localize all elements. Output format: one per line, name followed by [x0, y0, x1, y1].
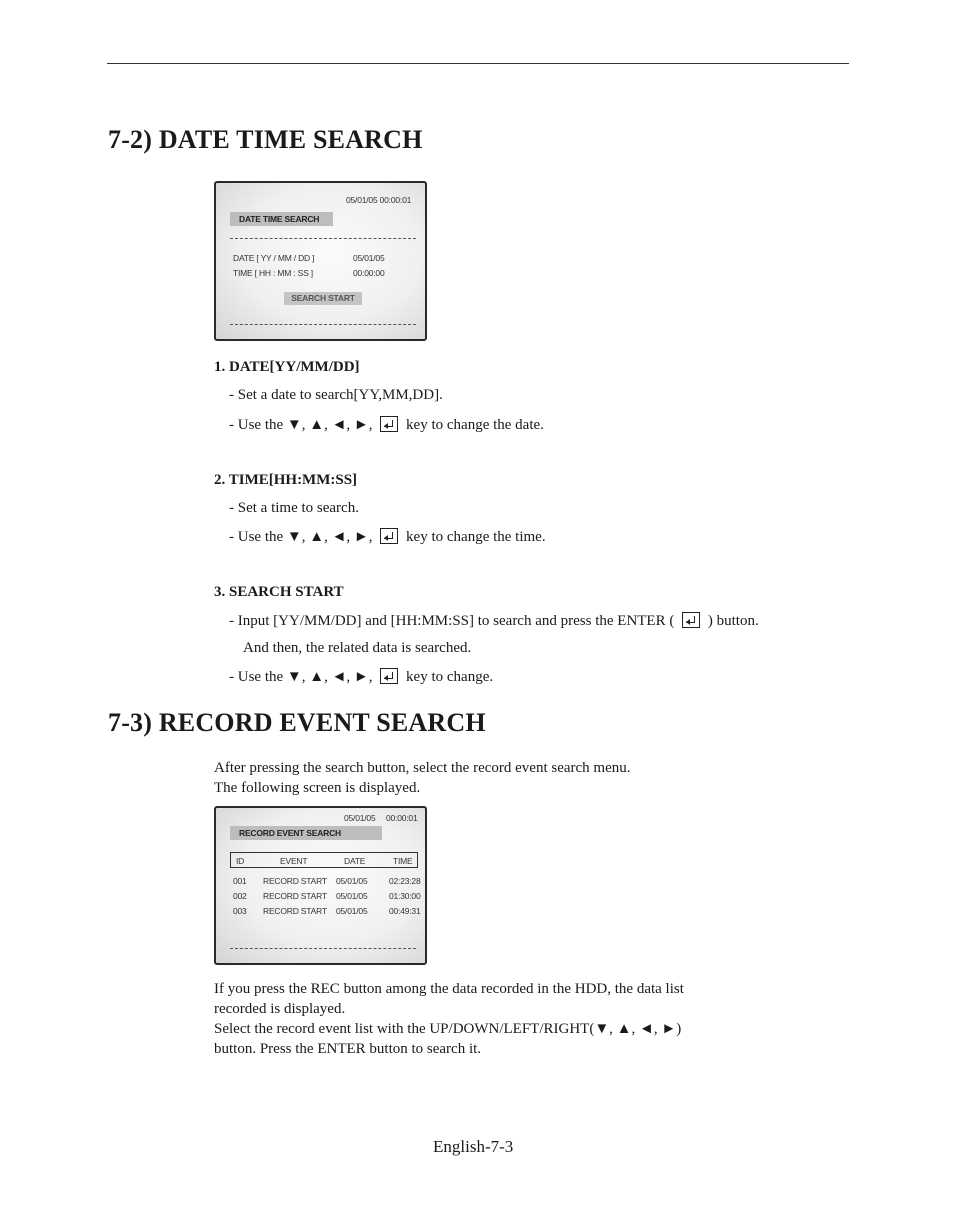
date-time-search-screen [214, 181, 427, 341]
section-heading-record-event-search: 7-3) RECORD EVENT SEARCH [108, 708, 486, 737]
enter-key-icon [682, 612, 700, 628]
cell-time: 00:49:31 [389, 906, 421, 916]
top-rule [107, 63, 849, 64]
cell-time: 01:30:00 [389, 891, 421, 901]
column-time: TIME [393, 856, 413, 866]
text: ) button. [704, 613, 759, 629]
search-start-button[interactable]: SEARCH START [284, 292, 362, 305]
intro-line1: After pressing the search button, select the record event search menu. [214, 760, 631, 776]
enter-key-icon [380, 668, 398, 684]
column-event: EVENT [280, 856, 308, 866]
text: - Input [YY/MM/DD] and [HH:MM:SS] to search and press the ENTER ( [229, 613, 679, 629]
cell-event: RECORD START [263, 906, 327, 916]
intro-line2: The following screen is displayed. [214, 780, 421, 796]
item-search-line1 [229, 612, 759, 630]
time-value[interactable]: 00:00:00 [353, 268, 385, 278]
item-date-line1: - Set a date to search[YY,MM,DD]. [229, 387, 443, 403]
enter-key-icon [380, 528, 398, 544]
item-search-line2: And then, the related data is searched. [243, 640, 472, 656]
item-date-heading: 1. DATE[YY/MM/DD] [214, 359, 360, 375]
cell-id: 001 [233, 876, 247, 886]
item-time-line1: - Set a time to search. [229, 500, 359, 516]
cell-date: 05/01/05 [336, 876, 368, 886]
outro-line3: Select the record event list with the UP/DOWN/LEFT/RIGHT(▼, ▲, ◄, ►) [214, 1021, 682, 1037]
text: key to change the time. [402, 529, 546, 545]
section-heading-date-time-search: 7-2) DATE TIME SEARCH [108, 125, 423, 154]
screen-title: RECORD EVENT SEARCH [230, 826, 382, 840]
date-value[interactable]: 05/01/05 [353, 253, 385, 263]
screen-title: DATE TIME SEARCH [230, 212, 333, 226]
item-time-heading: 2. TIME[HH:MM:SS] [214, 472, 358, 488]
item-search-line3 [229, 668, 493, 686]
text: key to change. [402, 669, 494, 685]
cell-event: RECORD START [263, 876, 327, 886]
page-number: English-7-3 [433, 1137, 514, 1156]
column-id: ID [236, 856, 245, 866]
enter-key-icon [380, 416, 398, 432]
time-label: TIME [ HH : MM : SS ] [233, 268, 313, 278]
text: - Use the ▼, ▲, ◄, ►, [229, 669, 377, 685]
cell-id: 002 [233, 891, 247, 901]
record-event-search-screen [214, 806, 427, 965]
screen-datetime: 05/01/05 00:00:01 [346, 195, 412, 205]
cell-event: RECORD START [263, 891, 327, 901]
table-header [230, 852, 418, 868]
cell-id: 003 [233, 906, 247, 916]
outro-line2: recorded is displayed. [214, 1001, 346, 1017]
screen-time: 00:00:01 [386, 813, 418, 823]
item-search-start-heading: 3. SEARCH START [214, 584, 344, 600]
divider [230, 324, 416, 325]
column-date: DATE [344, 856, 366, 866]
cell-time: 02:23:28 [389, 876, 421, 886]
text: - Use the ▼, ▲, ◄, ►, [229, 529, 377, 545]
outro-line4: button. Press the ENTER button to search it. [214, 1041, 482, 1057]
divider [230, 238, 416, 239]
text: key to change the date. [402, 417, 544, 433]
date-label: DATE [ YY / MM / DD ] [233, 253, 315, 263]
cell-date: 05/01/05 [336, 906, 368, 916]
item-time-line2 [229, 528, 546, 546]
text: - Use the ▼, ▲, ◄, ►, [229, 417, 377, 433]
screen-date: 05/01/05 [344, 813, 376, 823]
cell-date: 05/01/05 [336, 891, 368, 901]
divider [230, 948, 416, 949]
outro-line1: If you press the REC button among the data recorded in the HDD, the data list [214, 981, 684, 997]
item-date-line2 [229, 416, 544, 434]
